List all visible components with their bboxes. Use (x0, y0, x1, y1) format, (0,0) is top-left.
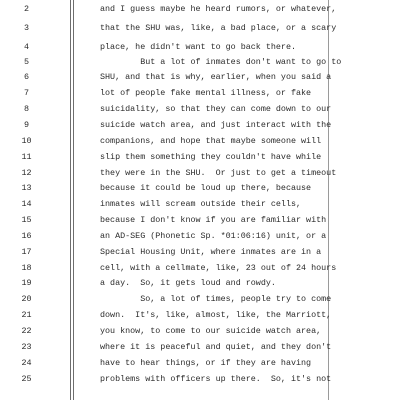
line-number: 21 (21, 310, 32, 320)
transcript-line (0, 19, 400, 38)
line-number: 3 (23, 23, 30, 33)
line-text: But a lot of inmates don't want to go to (100, 57, 342, 67)
line-number: 4 (23, 42, 30, 52)
line-number: 24 (21, 358, 32, 368)
line-number: 8 (23, 104, 30, 114)
line-number: 16 (21, 231, 32, 241)
transcript-line (0, 0, 400, 19)
line-text: inmates will scream outside their cells, (100, 199, 302, 209)
line-text: where it is peaceful and quiet, and they don't (100, 342, 332, 352)
line-text: they were in the SHU. Or just to get a timeout (100, 168, 337, 178)
line-text: companions, and hope that maybe someone will (100, 136, 322, 146)
line-number: 14 (21, 199, 32, 209)
line-text: you know, to come to our suicide watch area, (100, 326, 322, 336)
line-text: Special Housing Unit, where inmates are in a (100, 247, 322, 257)
line-text: problems with officers up there. So, it's not (100, 374, 332, 384)
line-number: 12 (21, 168, 32, 178)
line-text: SHU, and that is why, earlier, when you said a (100, 72, 332, 82)
line-number: 9 (23, 120, 30, 130)
line-text: that the SHU was, like, a bad place, or a scary (100, 23, 337, 33)
line-text: have to hear things, or if they are having (100, 358, 312, 368)
line-number: 7 (23, 88, 30, 98)
line-text: cell, with a cellmate, like, 23 out of 24 hours (100, 263, 337, 273)
line-text: lot of people fake mental illness, or fake (100, 88, 312, 98)
line-text: suicidality, so that they can come down to our (100, 104, 332, 114)
line-text: So, a lot of times, people try to come (100, 294, 332, 304)
line-text: place, he didn't want to go back there. (100, 42, 297, 52)
line-text: down. It's, like, almost, like, the Marriott, (100, 310, 332, 320)
line-number: 23 (21, 342, 32, 352)
line-number: 17 (21, 247, 32, 257)
line-number: 5 (23, 57, 30, 67)
line-text: because it could be loud up there, because (100, 183, 312, 193)
line-number: 13 (21, 183, 32, 193)
line-number: 25 (21, 374, 32, 384)
line-text: slip them something they couldn't have while (100, 152, 322, 162)
line-text: a day. So, it gets loud and rowdy. (100, 278, 276, 288)
transcript-line (0, 370, 400, 389)
line-number: 6 (23, 72, 30, 82)
line-number: 18 (21, 263, 32, 273)
line-text: and I guess maybe he heard rumors, or whatever, (100, 4, 337, 14)
line-number: 19 (21, 278, 32, 288)
line-number: 20 (21, 294, 32, 304)
line-number: 2 (23, 4, 30, 14)
line-number: 11 (21, 152, 32, 162)
line-number: 10 (21, 136, 32, 146)
line-text: an AD-SEG (Phonetic Sp. *01:06:16) unit, or a (100, 231, 327, 241)
line-number: 22 (21, 326, 32, 336)
line-text: suicide watch area, and just interact with the (100, 120, 332, 130)
line-number: 15 (21, 215, 32, 225)
line-text: because I don't know if you are familiar with (100, 215, 327, 225)
